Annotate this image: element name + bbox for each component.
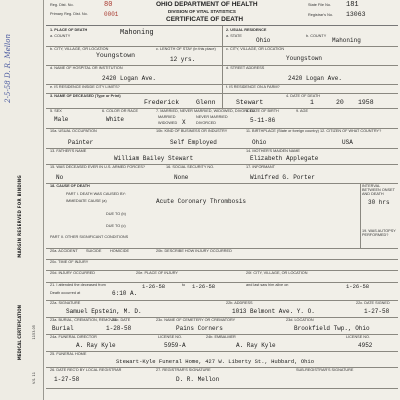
cert-date: 1-27-58 xyxy=(364,308,390,315)
dob-value: 5-11-86 xyxy=(250,117,276,124)
pod-county-label: a. COUNTY xyxy=(50,34,71,38)
cert-signature: Samuel Epstein, M. D. xyxy=(66,308,142,315)
director-license: 5959-A xyxy=(164,342,186,349)
place-of-death-label: 1. PLACE OF DEATH xyxy=(50,28,88,32)
pod-stay-value: 12 yrs. xyxy=(170,56,196,63)
homicide-label: HOMICIDE xyxy=(110,249,129,253)
dod-year: 1958 xyxy=(358,99,374,106)
res-city-value: Youngstown xyxy=(286,55,323,62)
part2-label: PART II. OTHER SIGNIFICANT CONDITIONS xyxy=(50,235,129,239)
race-label: 6. COLOR OR RACE xyxy=(102,109,139,113)
reg-dist-value: 80 xyxy=(104,1,113,9)
funeral-home-label: 25. FUNERAL HOME xyxy=(50,352,87,356)
agency-name: OHIO DEPARTMENT OF HEALTH xyxy=(156,1,258,8)
autopsy-label: 19. WAS AUTOPSY PERFORMED? xyxy=(362,229,396,237)
divider xyxy=(222,26,223,108)
burial-label: 23a. BURIAL, CREMATION, REMOVAL xyxy=(50,318,118,322)
part1-label: PART I. DEATH WAS CAUSED BY: xyxy=(66,192,126,196)
binding-margin xyxy=(0,0,44,400)
certificate-form xyxy=(46,0,398,400)
cemetery-value: Pains Corners xyxy=(176,325,223,332)
cert-address: 1013 Belmont Ave. Y. O. xyxy=(232,308,315,315)
birthplace-label: 11. BIRTHPLACE (State or foreign country) xyxy=(246,129,319,133)
deceased-name-label: 3. NAME OF DECEASED (Type or Print) xyxy=(50,94,121,98)
pod-address-value: 2420 Logan Ave. xyxy=(102,75,157,82)
rule xyxy=(46,300,398,301)
sex-label: 5. SEX xyxy=(50,109,62,113)
attended-from: 1-26-58 xyxy=(142,283,166,290)
registrar-no-label: Registrar's No. xyxy=(308,13,333,17)
state-file-value: 181 xyxy=(346,1,359,9)
primary-dist-value: 0001 xyxy=(104,11,119,18)
ssn-value: None xyxy=(174,174,189,181)
middle-name: Glenn xyxy=(196,99,216,106)
age-label: 9. AGE xyxy=(296,109,309,113)
form-code: V.S. 11 xyxy=(32,372,36,384)
margin-reserved-label: MARGIN RESERVED FOR BINDING xyxy=(17,175,22,258)
due-c-label: DUE TO (c) xyxy=(106,224,126,228)
date-rec-value: 1-27-58 xyxy=(54,376,80,383)
burial-location: Brookfield Twp., Ohio xyxy=(294,325,370,332)
embalmer-signature: A. Ray Kyle xyxy=(236,342,276,349)
father-label: 13. FATHER'S NAME xyxy=(50,149,87,153)
cert-date-label: 22c. DATE SIGNED xyxy=(356,301,390,305)
citizen-label: 12. CITIZEN OF WHAT COUNTRY? xyxy=(320,129,382,133)
occupation-label: 10a. USUAL OCCUPATION xyxy=(50,129,97,133)
occupation-value: Painter xyxy=(68,139,94,146)
res-state-label: a. STATE xyxy=(226,34,242,38)
death-time: 6:10 A. xyxy=(112,290,138,297)
accident-label: 20a. ACCIDENT xyxy=(50,249,78,253)
side-number: 1153.05 xyxy=(32,325,36,340)
rule xyxy=(46,388,398,389)
medical-certification-label: MEDICAL CERTIFICATION xyxy=(17,305,22,361)
pod-hospital-label: d. NAME OF HOSPITAL OR INSTITUTION xyxy=(50,66,123,70)
sex-value: Male xyxy=(54,116,69,123)
pod-city-value: Youngstown xyxy=(96,52,136,59)
certificate-title: CERTIFICATE OF DEATH xyxy=(166,16,244,23)
cert-sig-label: 22a. SIGNATURE xyxy=(50,301,81,305)
last-seen-value: 1-26-58 xyxy=(346,283,370,290)
usual-residence-label: 2. USUAL RESIDENCE xyxy=(226,28,267,32)
informant-label: 17. INFORMANT xyxy=(246,165,275,169)
divider xyxy=(360,183,361,248)
rule xyxy=(46,148,398,149)
primary-dist-label: Primary Reg. Dist. No. xyxy=(50,12,88,16)
embalmer-license-label: LICENSE NO. xyxy=(346,335,371,339)
last-seen-label: and last saw him alive on xyxy=(246,283,289,287)
mother-label: 14. MOTHER'S MAIDEN NAME xyxy=(246,149,300,153)
funeral-home-value: Stewart-Kyle Funeral Home, 427 W. Liberty St., Hubbard, Ohio xyxy=(116,358,315,365)
attended-to: 1-26-58 xyxy=(192,283,216,290)
suicide-label: SUICIDE xyxy=(86,249,102,253)
citizen-value: USA xyxy=(342,139,353,146)
ssn-label: 16. SOCIAL SECURITY NO. xyxy=(166,165,215,169)
attended-label: 21. I attended the deceased from xyxy=(50,283,106,287)
rule xyxy=(46,270,398,271)
marital-married: MARRIED xyxy=(158,115,176,119)
registrar-signature: D. R. Mellon xyxy=(176,376,220,383)
mother-value: Elizabeth Applegate xyxy=(250,155,319,162)
interval-value: 30 hrs xyxy=(368,199,390,206)
injury-city-label: 20f. CITY, VILLAGE, OR LOCATION xyxy=(246,271,308,275)
immediate-cause: Acute Coronary Thrombosis xyxy=(156,198,247,205)
reg-dist-label: Reg. Dist. No. xyxy=(50,3,74,7)
burial-date: 1-28-58 xyxy=(106,325,132,332)
res-state-value: Ohio xyxy=(256,37,271,44)
veteran-label: 15. WAS DECEASED EVER IN U.S. ARMED FORCES? xyxy=(50,165,146,169)
father-value: William Bailey Stewart xyxy=(114,155,194,162)
marital-mark: X xyxy=(182,119,186,126)
embalmer-label: 24b. EMBALMER xyxy=(206,335,236,339)
director-signature: A. Ray Kyle xyxy=(76,342,116,349)
last-name: Stewart xyxy=(236,99,264,106)
res-street-label: d. STREET ADDRESS xyxy=(226,66,265,70)
date-rec-label: 26. DATE REC'D BY LOCAL REGISTRAR xyxy=(50,368,122,372)
license-label: LICENSE NO. xyxy=(158,335,183,339)
registrar-no-value: 13063 xyxy=(346,11,366,18)
interval-label: INTERVAL BETWEEN ONSET AND DEATH xyxy=(362,184,395,196)
res-county-value: Mahoning xyxy=(332,37,361,44)
farm-label: f. IS RESIDENCE ON A FARM? xyxy=(226,85,280,89)
burial-date-label: 23b. DATE xyxy=(112,318,131,322)
handwritten-note: 2-5-58 D. R. Mellon xyxy=(4,34,12,103)
director-label: 24a. FUNERAL DIRECTOR xyxy=(50,335,97,339)
rule xyxy=(46,259,398,260)
first-name: Frederick xyxy=(144,99,180,106)
dod-label: 4. DATE OF DEATH xyxy=(286,94,321,98)
dob-label: 8. DATE OF BIRTH xyxy=(246,109,279,113)
pod-stay-label: c. LENGTH OF STAY (in this place) xyxy=(156,47,216,51)
injury-place-label: 20e. PLACE OF INJURY xyxy=(136,271,178,275)
injury-at-label: 20d. INJURY OCCURRED xyxy=(50,271,96,275)
veteran-value: No xyxy=(56,174,64,181)
cause-label: 18. CAUSE OF DEATH xyxy=(50,184,90,188)
describe-label: 20b. DESCRIBE HOW INJURY OCCURRED xyxy=(156,249,232,253)
res-street-value: 2420 Logan Ave. xyxy=(288,75,343,82)
dod-day: 20 xyxy=(336,99,344,106)
death-occurred-label: Death occurred at xyxy=(50,291,81,295)
registrar-sig-label: 27. REGISTRAR'S SIGNATURE xyxy=(156,368,211,372)
rule xyxy=(46,183,398,184)
rule xyxy=(46,351,398,352)
injury-time-label: 20c. TIME OF INJURY xyxy=(50,260,89,264)
city-limits-label: e. IS RESIDENCE INSIDE CITY LIMITS? xyxy=(50,85,120,89)
race-value: White xyxy=(106,116,125,123)
industry-label: 10b. KIND OF BUSINESS OR INDUSTRY xyxy=(156,129,228,133)
immediate-label: IMMEDIATE CAUSE (a) xyxy=(66,199,107,203)
res-county-label: b. COUNTY xyxy=(306,34,327,38)
due-b-label: DUE TO (b) xyxy=(106,212,126,216)
industry-value: Self Employed xyxy=(170,139,217,146)
attended-to-label: to xyxy=(182,283,186,287)
state-file-label: State File No. xyxy=(308,3,332,7)
marital-label: 7. MARRIED, NEVER MARRIED, WIDOWED, DIVORCED xyxy=(156,109,255,113)
marital-divorced: DIVORCED xyxy=(196,121,217,125)
embalmer-license: 4952 xyxy=(358,342,373,349)
division-name: DIVISION OF VITAL STATISTICS xyxy=(168,9,236,14)
certificate-header xyxy=(46,0,398,26)
cert-address-label: 22b. ADDRESS xyxy=(226,301,253,305)
cemetery-label: 23c. NAME OF CEMETERY OR CREMATORY xyxy=(156,318,236,322)
dod-month: 1 xyxy=(310,99,314,106)
marital-never: NEVER MARRIED xyxy=(196,115,228,119)
burial-value: Burial xyxy=(52,325,74,332)
pod-city-label: b. CITY, VILLAGE, OR LOCATION xyxy=(50,47,109,51)
sub-registrar-label: SUB-REGISTRAR'S SIGNATURE xyxy=(296,368,354,372)
marital-widowed: WIDOWED xyxy=(158,121,178,125)
burial-location-label: 23d. LOCATION xyxy=(286,318,314,322)
informant-value: Winifred G. Porter xyxy=(250,174,315,181)
birthplace-value: Ohio xyxy=(252,139,267,146)
res-city-label: c. CITY, VILLAGE, OR LOCATION xyxy=(226,47,285,51)
pod-county-value: Mahoning xyxy=(120,29,154,37)
